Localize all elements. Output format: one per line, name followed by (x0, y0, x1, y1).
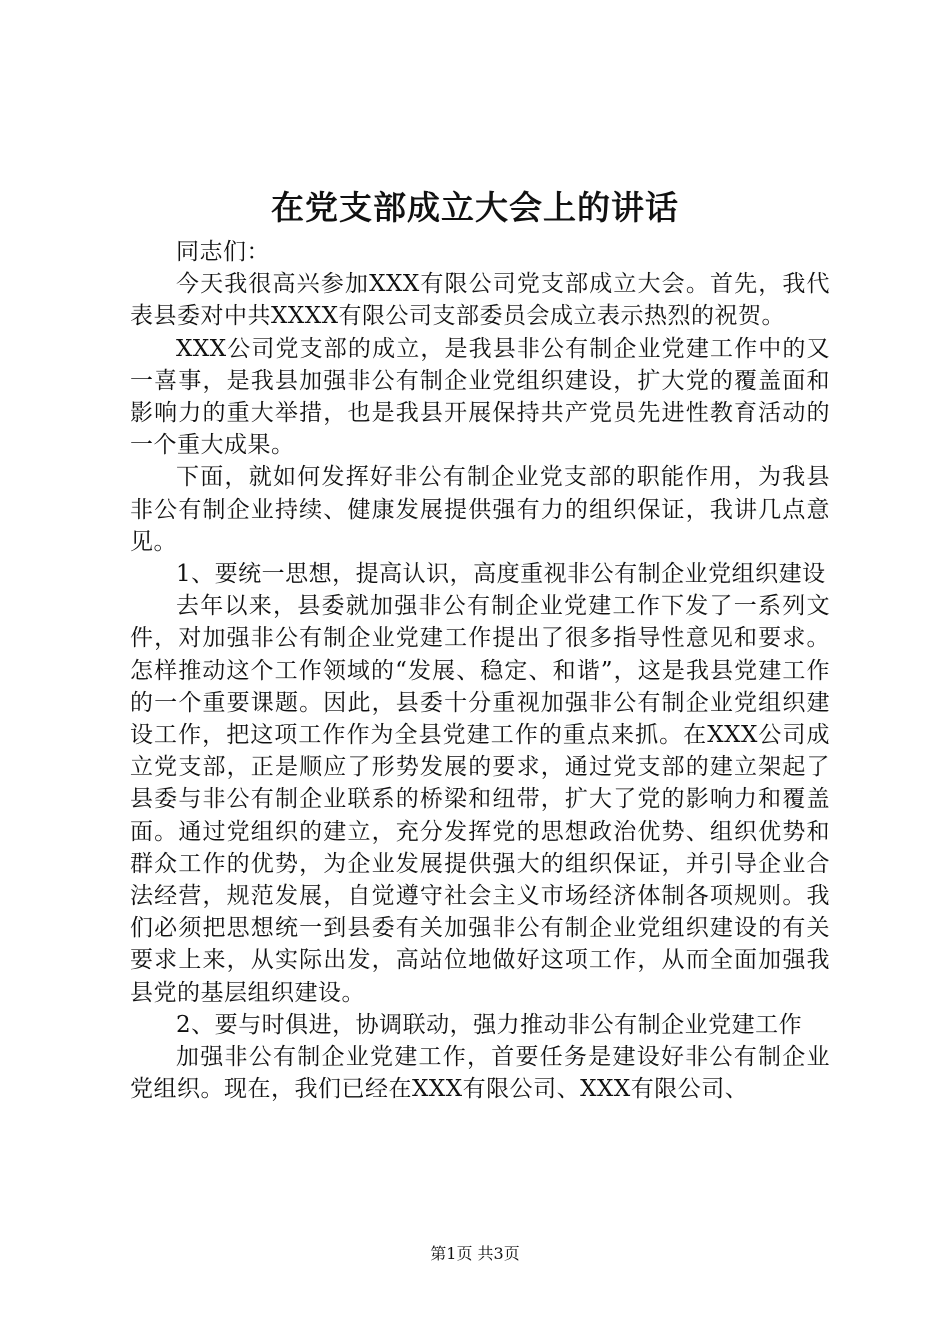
section-heading-1: 1、要统一思想，提高认识，高度重视非公有制企业党组织建设 (176, 561, 826, 588)
document-body (130, 236, 830, 1105)
document-title: 在党支部成立大会上的讲话 (271, 188, 679, 227)
intro-points-paragraph: 下面，就如何发挥好非公有制企业党支部的职能作用，为我县非公有制企业持续、健康发展提供强有力的组织保证，我讲几点意见。 (130, 464, 830, 555)
section-2-paragraph: 加强非公有制企业党建工作，首要任务是建设好非公有制企业党组织。现在，我们已经在XXX有限公司、XXX有限公司、 (130, 1044, 830, 1103)
section-heading-2: 2、要与时俱进，协调联动，强力推动非公有制企业党建工作 (176, 1011, 803, 1038)
significance-paragraph: XXX公司党支部的成立，是我县非公有制企业党建工作中的又一喜事，是我县加强非公有制企业党组织建设，扩大党的覆盖面和影响力的重大举措，也是我县开展保持共产党员先进性教育活动的一个重大成果。 (130, 335, 830, 459)
section-1-paragraph: 去年以来，县委就加强非公有制企业党建工作下发了一系列文件，对加强非公有制企业党建工作提出了很多指导性意见和要求。怎样推动这个工作领域的“发展、稳定、和谐”，这是我县党建工作的一个重要课题。因此，县委十分重视加强非公有制企业党组织建设工作，把这项工作作为全县党建工作的重点来抓。在XXX公司成立党支部，正是顺应了形势发展的要求，通过党支部的建立架起了县委与非公有制企业联系的桥梁和纽带，扩大了党的影响力和覆盖面。通过党组织的建立，充分发挥党的思想政治优势、组织优势和群众工作的优势，为企业发展提供强大的组织保证，并引导企业合法经营，规范发展，自觉遵守社会主义市场经济体制各项规则。我们必须把思想统一到县委有关加强非公有制企业党组织建设的有关要求上来，从实际出发，高站位地做好这项工作，从而全面加强我县党的基层组织建设。 (130, 593, 830, 1006)
salutation-paragraph: 同志们： (176, 239, 270, 265)
opening-paragraph: 今天我很高兴参加XXX有限公司党支部成立大会。首先，我代表县委对中共XXXX有限公司支部委员会成立表示热烈的祝贺。 (130, 271, 830, 330)
page-footer: 第1页 共3页 (430, 1244, 520, 1263)
